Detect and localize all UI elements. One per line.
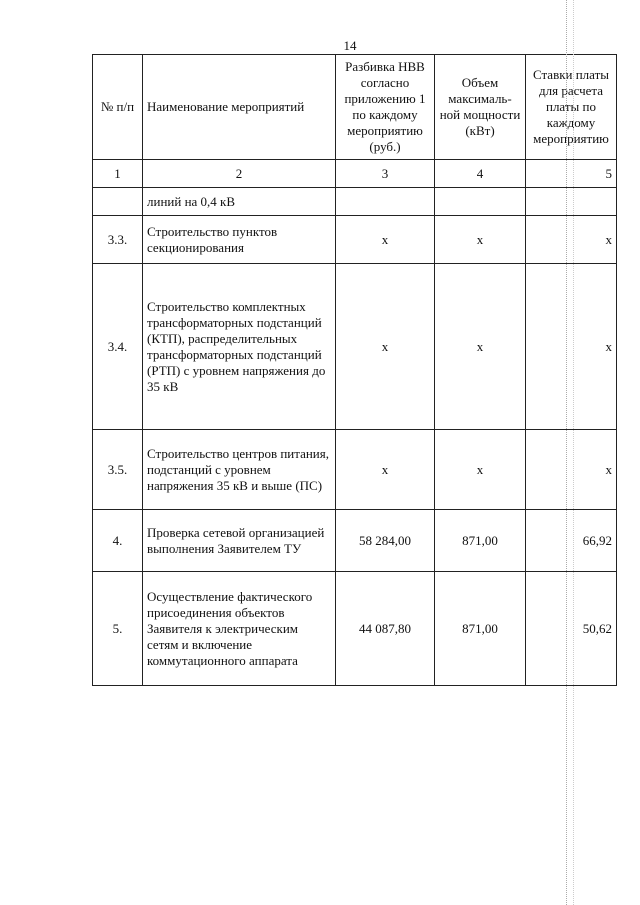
header-num: № п/п xyxy=(93,55,143,160)
row-nvv: x xyxy=(336,216,435,264)
row-power xyxy=(435,188,526,216)
table-row xyxy=(93,216,617,264)
column-index: 5 xyxy=(526,160,617,188)
header-name: Наименование мероприятий xyxy=(143,55,336,160)
row-rate xyxy=(526,188,617,216)
row-name: Осуществление фактического присоединения объектов Заявителя к электрическим сетям и включение коммутационного аппарата xyxy=(143,572,336,686)
column-index: 2 xyxy=(143,160,336,188)
row-name: Строительство центров питания, подстанций с уровнем напряжения 35 кВ и выше (ПС) xyxy=(143,430,336,510)
header-rate: Ставки платы для расчета платы по каждому мероприятию xyxy=(526,55,617,160)
table-row xyxy=(93,188,617,216)
row-name: Строительство пунктов секционирования xyxy=(143,216,336,264)
table-row xyxy=(93,510,617,572)
row-rate: 66,92 xyxy=(526,510,617,572)
row-num: 3.5. xyxy=(93,430,143,510)
row-name: Строительство комплектных трансформаторных подстанций (КТП), распределительных трансформаторных подстанций (РТП) с уровнем напряжения до 35 кВ xyxy=(143,264,336,430)
page-number: 14 xyxy=(343,38,357,53)
header-power: Объем максималь-ной мощности (кВт) xyxy=(435,55,526,160)
row-rate: 50,62 xyxy=(526,572,617,686)
row-rate: x xyxy=(526,430,617,510)
column-index: 4 xyxy=(435,160,526,188)
table-row xyxy=(93,430,617,510)
row-power: 871,00 xyxy=(435,510,526,572)
row-nvv xyxy=(336,188,435,216)
column-index: 3 xyxy=(336,160,435,188)
row-name: Проверка сетевой организацией выполнения Заявителем ТУ xyxy=(143,510,336,572)
row-num: 4. xyxy=(93,510,143,572)
table-row xyxy=(93,264,617,430)
row-rate: x xyxy=(526,264,617,430)
row-num: 5. xyxy=(93,572,143,686)
row-power: x xyxy=(435,216,526,264)
row-name: линий на 0,4 кВ xyxy=(143,188,336,216)
row-nvv: 58 284,00 xyxy=(336,510,435,572)
tariff-table xyxy=(92,54,617,686)
row-nvv: x xyxy=(336,264,435,430)
row-num: 3.4. xyxy=(93,264,143,430)
row-nvv: x xyxy=(336,430,435,510)
table-header-row xyxy=(93,55,617,160)
row-num: 3.3. xyxy=(93,216,143,264)
scan-artifact-line xyxy=(566,0,567,905)
row-rate: x xyxy=(526,216,617,264)
row-nvv: 44 087,80 xyxy=(336,572,435,686)
row-power: 871,00 xyxy=(435,572,526,686)
row-num xyxy=(93,188,143,216)
column-index: 1 xyxy=(93,160,143,188)
row-power: x xyxy=(435,430,526,510)
column-index-row xyxy=(93,160,617,188)
row-power: x xyxy=(435,264,526,430)
header-nvv: Разбивка НВВ согласно приложению 1 по каждому мероприятию (руб.) xyxy=(336,55,435,160)
scan-artifact-line xyxy=(573,0,574,905)
table-row xyxy=(93,572,617,686)
